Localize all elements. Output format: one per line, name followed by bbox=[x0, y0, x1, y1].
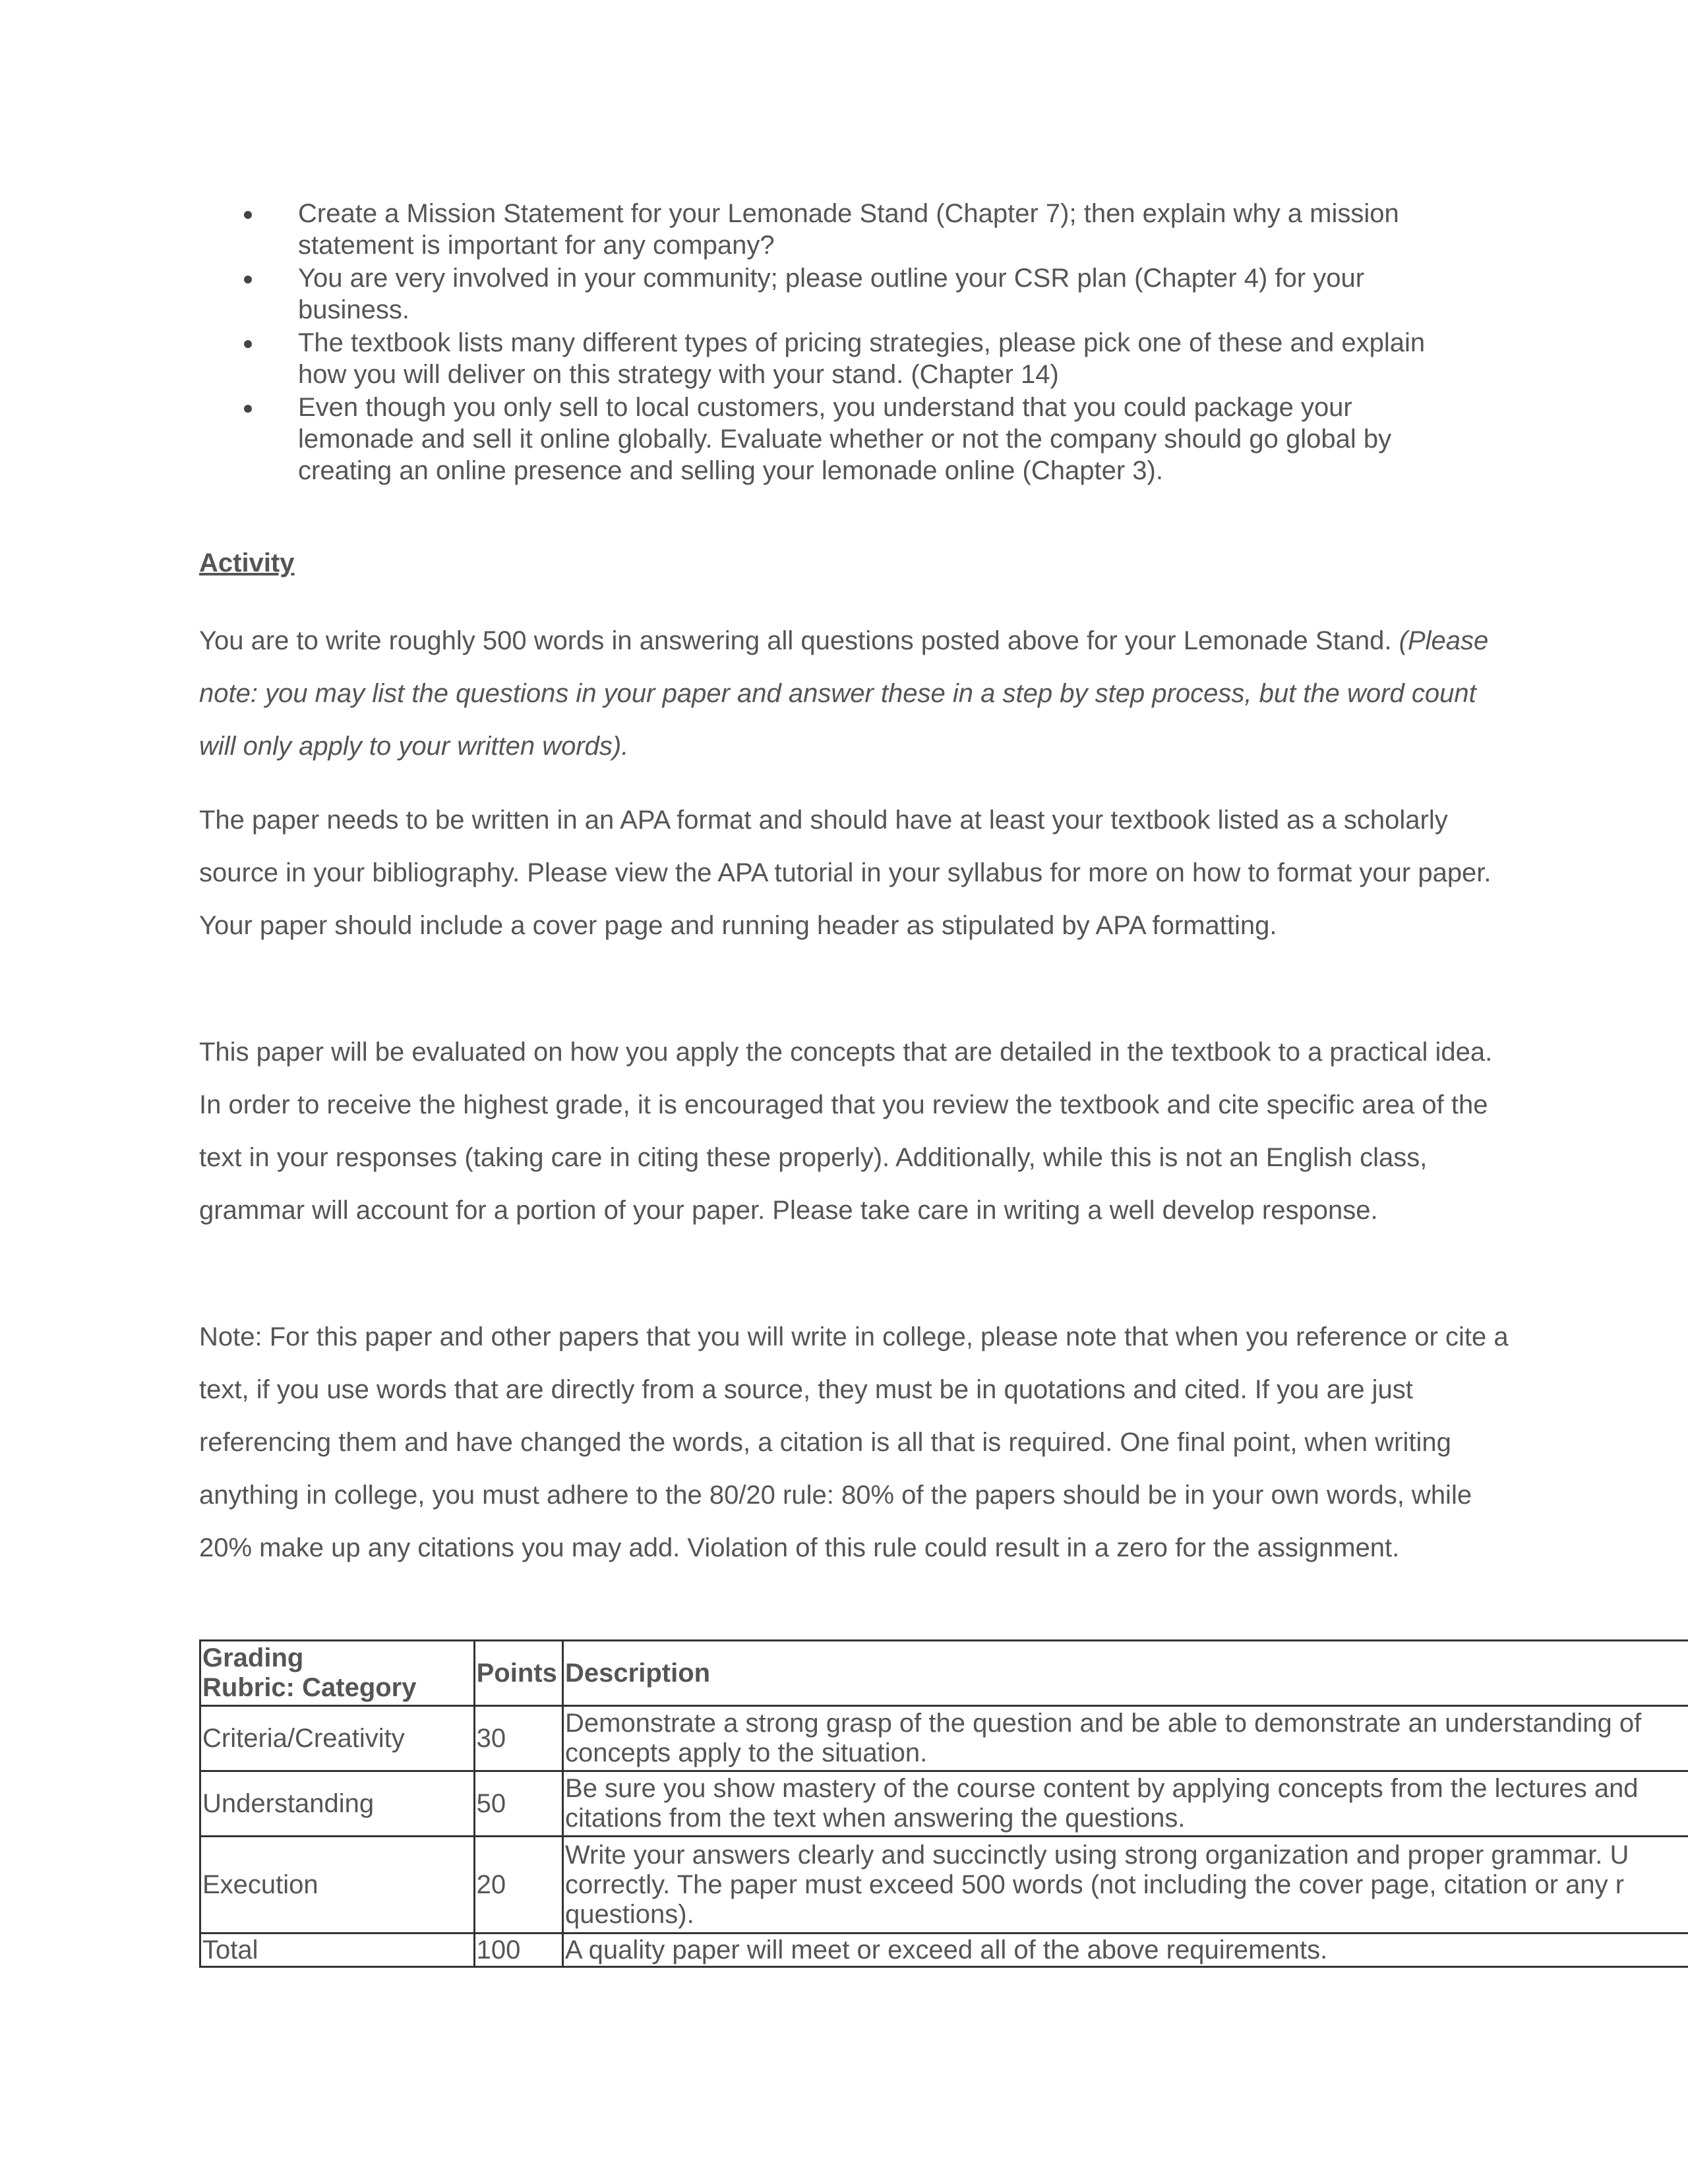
table-row-total bbox=[200, 1933, 1688, 1967]
category-cell: Total bbox=[200, 1933, 475, 1967]
bullet-line: how you will deliver on this strategy with your stand. (Chapter 14) bbox=[298, 360, 1059, 389]
description-line: Be sure you show mastery of the course content by applying concepts from the lectures and bbox=[565, 1774, 1639, 1803]
description-cell bbox=[563, 1837, 1688, 1933]
category-cell: Criteria/Creativity bbox=[200, 1706, 475, 1771]
table-row bbox=[200, 1706, 1688, 1771]
points-cell: 50 bbox=[474, 1771, 562, 1837]
description-line: questions). bbox=[565, 1899, 694, 1929]
list-item bbox=[244, 198, 1497, 261]
bullet-line: The textbook lists many different types of pricing strategies, please pick one of these and explain bbox=[298, 328, 1426, 357]
bullet-icon bbox=[244, 276, 252, 283]
bullet-icon bbox=[244, 211, 252, 219]
word-count-paragraph bbox=[199, 614, 1511, 773]
category-header-line: Rubric: Category bbox=[202, 1673, 417, 1702]
description-line: Write your answers clearly and succinctly using strong organization and proper grammar. U bbox=[565, 1840, 1629, 1870]
question-list bbox=[244, 198, 1497, 488]
table-row bbox=[200, 1771, 1688, 1837]
evaluation-paragraph: This paper will be evaluated on how you apply the concepts that are detailed in the textbook to a practical idea. In order to receive the highest grade, it is encouraged that you review the textbook and cite specific area of the text in your responses (taking care in citing these properly). Additionally, while this is not an English class, grammar will account for a portion of your paper. Please take care in writing a well develop response. bbox=[199, 1038, 1493, 1225]
word-count-note: (Please note: you may list the questions in your paper and answer these in a step by step process, but the word count will only apply to your written words). bbox=[199, 626, 1489, 761]
description-line: Demonstrate a strong grasp of the question and be able to demonstrate an understanding of bbox=[565, 1709, 1642, 1738]
points-cell: 100 bbox=[474, 1933, 562, 1967]
description-cell bbox=[563, 1771, 1688, 1837]
table-header-row bbox=[200, 1641, 1688, 1706]
bullet-line: Even though you only sell to local customers, you understand that you could package your bbox=[298, 393, 1352, 422]
bullet-line: business. bbox=[298, 295, 409, 324]
citation-note-paragraph: Note: For this paper and other papers that you will write in college, please note that when you reference or cite a text, if you use words that are directly from a source, they must be in quotations and cited. If you are just referencing them and have changed the words, a citation is all that is required. One final point, when writing anything in college, you must adhere to the 80/20 rule: 80% of the papers should be in your own words, while 20% make up any citations you may add. Violation of this rule could result in a zero for the assignment. bbox=[199, 1322, 1509, 1562]
bullet-icon bbox=[244, 405, 252, 413]
category-header bbox=[200, 1641, 475, 1706]
bullet-icon bbox=[244, 340, 252, 348]
bullet-line: statement is important for any company? bbox=[298, 231, 775, 260]
description-cell bbox=[563, 1933, 1688, 1967]
activity-heading: Activity bbox=[199, 548, 295, 577]
description-line: A quality paper will meet or exceed all of the above requirements. bbox=[565, 1935, 1328, 1964]
description-line: concepts apply to the situation. bbox=[565, 1738, 928, 1767]
bullet-line: lemonade and sell it online globally. Evaluate whether or not the company should go global by bbox=[298, 425, 1392, 454]
description-line: citations from the text when answering the questions. bbox=[565, 1804, 1186, 1833]
description-line: correctly. The paper must exceed 500 words (not including the cover page, citation or any r bbox=[565, 1870, 1625, 1899]
list-item bbox=[244, 327, 1497, 390]
description-header: Description bbox=[563, 1641, 1688, 1706]
category-header-line: Grading bbox=[202, 1643, 304, 1672]
points-cell: 20 bbox=[474, 1837, 562, 1933]
apa-format-paragraph: The paper needs to be written in an APA format and should have at least your textbook listed as a scholarly source in your bibliography. Please view the APA tutorial in your syllabus for more on how to format your paper. Your paper should include a cover page and running header as stipulated by APA formatting. bbox=[199, 806, 1492, 940]
list-item bbox=[244, 392, 1497, 487]
category-cell: Understanding bbox=[200, 1771, 475, 1837]
word-count-text: You are to write roughly 500 words in answering all questions posted above for your Lemonade Stand. bbox=[199, 626, 1392, 655]
points-cell: 30 bbox=[474, 1706, 562, 1771]
description-cell bbox=[563, 1706, 1688, 1771]
grading-rubric-table bbox=[199, 1639, 1688, 1968]
table-row bbox=[200, 1837, 1688, 1933]
category-cell: Execution bbox=[200, 1837, 475, 1933]
bullet-line: You are very involved in your community; please outline your CSR plan (Chapter 4) for your bbox=[298, 264, 1365, 293]
list-item bbox=[244, 262, 1497, 326]
points-header: Points bbox=[474, 1641, 562, 1706]
bullet-line: creating an online presence and selling your lemonade online (Chapter 3). bbox=[298, 456, 1163, 485]
bullet-line: Create a Mission Statement for your Lemonade Stand (Chapter 7); then explain why a mission bbox=[298, 199, 1399, 228]
